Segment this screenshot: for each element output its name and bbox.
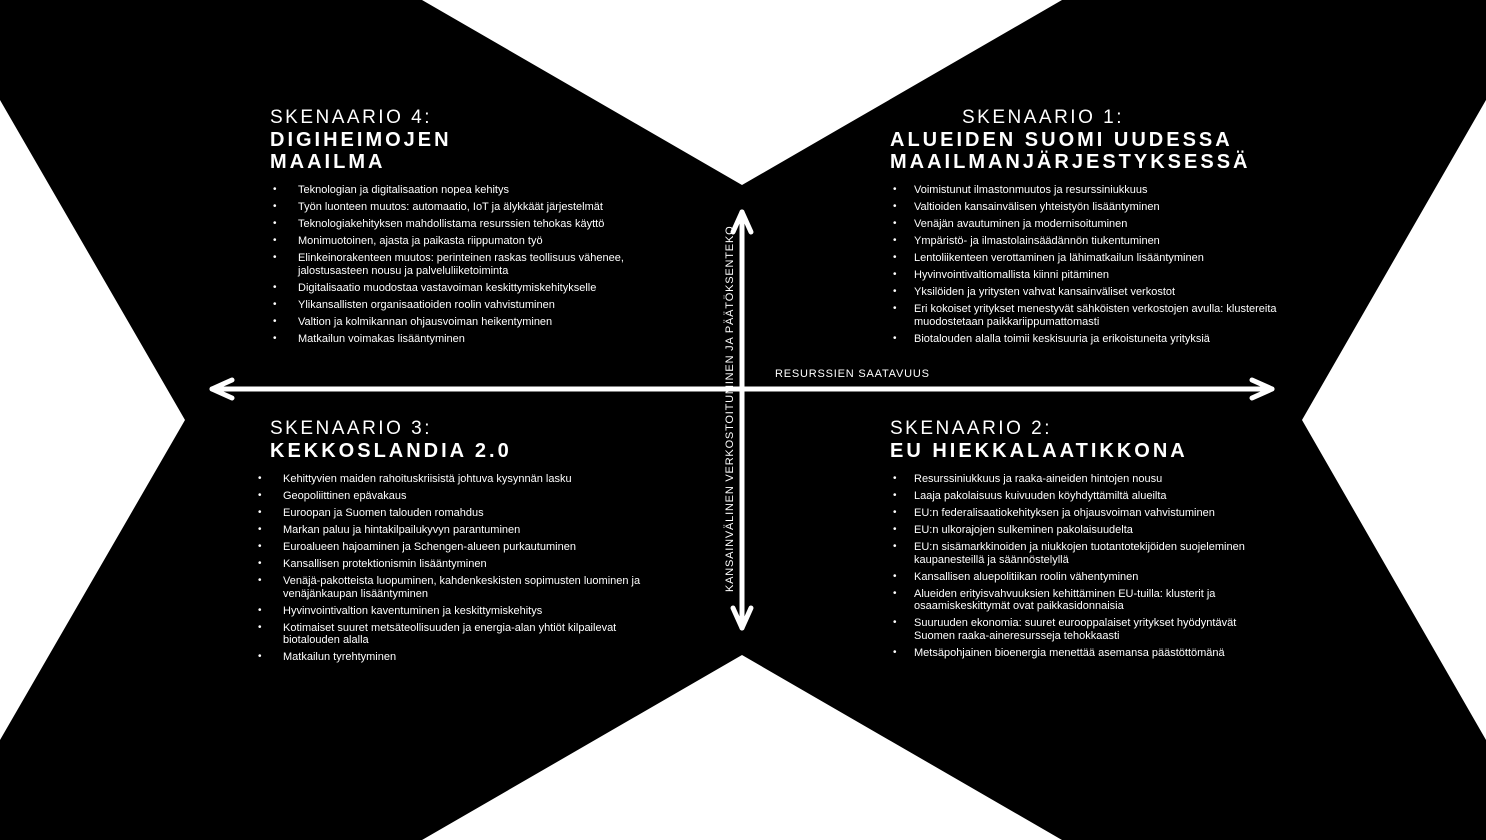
scenario-4-title-line2: MAAILMA xyxy=(270,151,386,173)
scenario-4-title xyxy=(270,129,640,173)
list-item: • Lentoliikenteen verottaminen ja lähimatkailun lisääntyminen xyxy=(890,252,1290,265)
list-item: • Monimuotoinen, ajasta ja paikasta riippumaton työ xyxy=(270,235,640,248)
list-item: • Matkailun tyrehtyminen xyxy=(255,651,660,664)
list-item: • Elinkeinorakenteen muutos: perinteinen raskas teollisuus vähenee, jalostusasteen nousu ja palveluliiketoiminta xyxy=(270,252,640,277)
list-item: • Teknologian ja digitalisaation nopea kehitys xyxy=(270,184,640,197)
y-axis-label: KANSAINVÄLINEN VERKOSTOITUMINEN JA PÄÄTÖKSENTEKO xyxy=(724,225,736,592)
list-item: • EU:n ulkorajojen sulkeminen pakolaisuudelta xyxy=(890,524,1270,537)
list-item: • Kehittyvien maiden rahoituskriisistä johtuva kysynnän lasku xyxy=(255,473,660,486)
scenario-2-list xyxy=(890,473,1270,659)
scenario-4-title-line1: DIGIHEIMOJEN xyxy=(270,129,452,151)
scenario-4 xyxy=(270,107,640,350)
list-item: • Markan paluu ja hintakilpailukyvyn parantuminen xyxy=(255,524,660,537)
list-item: • Alueiden erityisvahvuuksien kehittäminen EU-tuilla: klusterit ja osaamiskeskittymät ovat paikkasidonnaisia xyxy=(890,588,1270,613)
scenario-1-heading: SKENAARIO 1: xyxy=(962,107,1124,128)
list-item: • Ympäristö- ja ilmastolainsäädännön tiukentuminen xyxy=(890,235,1290,248)
list-item: • Geopoliittinen epävakaus xyxy=(255,490,660,503)
list-item: • Resurssiniukkuus ja raaka-aineiden hintojen nousu xyxy=(890,473,1270,486)
list-item: • Metsäpohjainen bioenergia menettää asemansa päästöttömänä xyxy=(890,647,1270,660)
scenario-2-heading: SKENAARIO 2: xyxy=(890,418,1052,439)
list-item: • EU:n federalisaatiokehityksen ja ohjausvoiman vahvistuminen xyxy=(890,507,1270,520)
list-item: • Teknologiakehityksen mahdollistama resurssien tehokas käyttö xyxy=(270,218,640,231)
scenario-3-title xyxy=(270,440,660,462)
list-item: • Valtioiden kansainvälisen yhteistyön lisääntyminen xyxy=(890,201,1290,214)
scenario-4-heading: SKENAARIO 4: xyxy=(270,107,432,128)
x-axis-label: RESURSSIEN SAATAVUUS xyxy=(775,368,930,380)
list-item: • Valtion ja kolmikannan ohjausvoiman heikentyminen xyxy=(270,316,640,329)
scenario-3 xyxy=(270,418,660,668)
scenario-2-title-line1: EU HIEKKALAATIKKONA xyxy=(890,440,1188,462)
list-item: • Yksilöiden ja yritysten vahvat kansainväliset verkostot xyxy=(890,286,1290,299)
list-item: • Laaja pakolaisuus kuivuuden köyhdyttämiltä alueilta xyxy=(890,490,1270,503)
list-item: • Venäjän avautuminen ja modernisoituminen xyxy=(890,218,1290,231)
list-item: • Voimistunut ilmastonmuutos ja resurssiniukkuus xyxy=(890,184,1290,197)
list-item: • EU:n sisämarkkinoiden ja niukkojen tuotantotekijöiden suojeleminen kaupanesteillä ja säännöstelyllä xyxy=(890,541,1270,566)
list-item: • Kansallisen protektionismin lisääntyminen xyxy=(255,558,660,571)
list-item: • Työn luonteen muutos: automaatio, IoT ja älykkäät järjestelmät xyxy=(270,201,640,214)
list-item: • Kansallisen aluepolitiikan roolin vähentyminen xyxy=(890,571,1270,584)
scenario-1-title-line2: MAAILMANJÄRJESTYKSESSÄ xyxy=(890,151,1251,173)
list-item: • Biotalouden alalla toimii keskisuuria ja erikoistuneita yrityksiä xyxy=(890,333,1290,346)
list-item: • Suuruuden ekonomia: suuret eurooppalaiset yritykset hyödyntävät Suomen raaka-aineresursseja tehokkaasti xyxy=(890,617,1270,642)
scenario-2 xyxy=(890,418,1270,664)
list-item: • Matkailun voimakas lisääntyminen xyxy=(270,333,640,346)
scenario-1-list xyxy=(890,184,1290,345)
scenario-3-list xyxy=(255,473,660,664)
list-item: • Hyvinvointivaltion kaventuminen ja keskittymiskehitys xyxy=(255,605,660,618)
list-item: • Eri kokoiset yritykset menestyvät sähköisten verkostojen avulla: klustereita muodostetaan paikkariippumattomasti xyxy=(890,303,1290,328)
list-item: • Ylikansallisten organisaatioiden roolin vahvistuminen xyxy=(270,299,640,312)
scenario-1-title-line1: ALUEIDEN SUOMI UUDESSA xyxy=(890,129,1233,151)
scenario-1-title xyxy=(890,129,1290,173)
list-item: • Digitalisaatio muodostaa vastavoiman keskittymiskehitykselle xyxy=(270,282,640,295)
list-item: • Hyvinvointivaltiomallista kiinni pitäminen xyxy=(890,269,1290,282)
scenario-2-title xyxy=(890,440,1270,462)
scenario-1 xyxy=(890,107,1290,350)
list-item: • Euroopan ja Suomen talouden romahdus xyxy=(255,507,660,520)
list-item: • Kotimaiset suuret metsäteollisuuden ja energia-alan yhtiöt kilpailevat biotalouden alalla xyxy=(255,622,660,647)
scenario-3-title-line1: KEKKOSLANDIA 2.0 xyxy=(270,440,512,462)
scenario-4-list xyxy=(270,184,640,345)
list-item: • Venäjä-pakotteista luopuminen, kahdenkeskisten sopimusten luominen ja venäjänkaupan lisääntyminen xyxy=(255,575,660,600)
scenario-3-heading: SKENAARIO 3: xyxy=(270,418,432,439)
list-item: • Euroalueen hajoaminen ja Schengen-alueen purkautuminen xyxy=(255,541,660,554)
